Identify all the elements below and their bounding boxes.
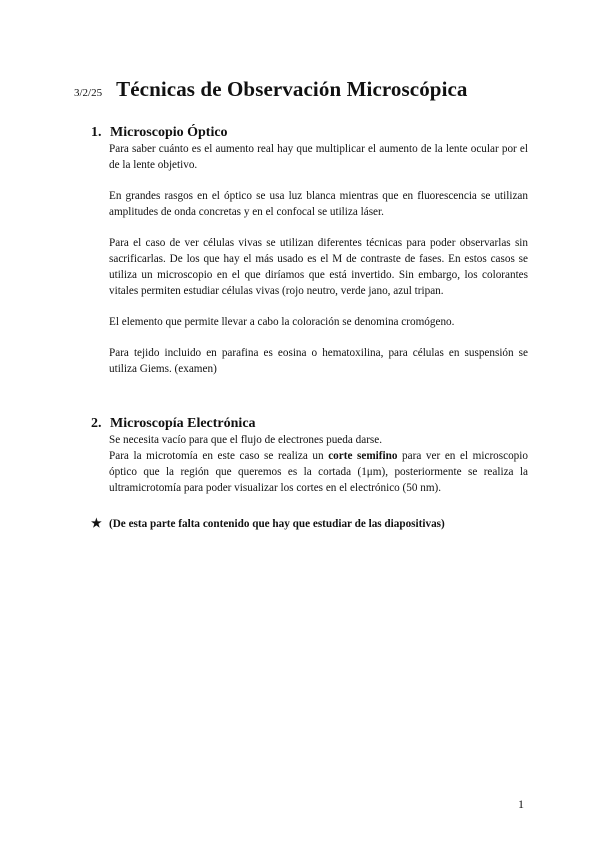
section-number: 2. xyxy=(91,416,102,431)
page-number: 1 xyxy=(518,797,524,811)
paragraph: Para el caso de ver células vivas se utilizan diferentes técnicas para poder observarlas sin sacrificarlas. De los que hay el más usado es el M de contraste de fases. En estos casos se utiliza un microscopio en el que diríamos que está invertido. Sin embargo, los colorantes vitales permiten estudiar células vivas (rojo neutro, verde jano, azul tripan. xyxy=(109,237,528,297)
section-title: Microscopio Óptico xyxy=(110,125,228,140)
paragraph: Para tejido incluido en parafina es eosina o hematoxilina, para células en suspensión se utiliza Giems. (examen) xyxy=(109,347,528,375)
paragraph: Para saber cuánto es el aumento real hay que multiplicar el aumento de la lente ocular por el de la lente objetivo. xyxy=(109,143,528,171)
section-heading xyxy=(91,125,528,141)
section-body xyxy=(91,432,528,496)
page-title: Técnicas de Observación Microscópica xyxy=(116,77,468,101)
paragraph: El elemento que permite llevar a cabo la coloración se denomina cromógeno. xyxy=(109,316,455,328)
date: 3/2/25 xyxy=(74,87,103,99)
text-run: Para la microtomía en este caso se realiza un xyxy=(109,450,329,462)
section-microscopio-optico xyxy=(91,125,528,392)
section-heading xyxy=(91,416,528,432)
page-header xyxy=(74,77,554,102)
text-run: para ver en el microscopio óptico que la región que queremos es la cortada (1μm), posteriormente se realiza la ultramicrotomía para poder visualizar los cortes en el electrónico (50 nm). xyxy=(109,450,528,494)
section-number: 1. xyxy=(91,125,102,140)
section-body xyxy=(91,141,528,377)
section-microscopia-electronica xyxy=(91,416,528,496)
note-text: (De esta parte falta contenido que hay que estudiar de las diapositivas) xyxy=(109,518,445,530)
study-note xyxy=(91,516,528,531)
paragraph: En grandes rasgos en el óptico se usa luz blanca mientras que en fluorescencia se utilizan amplitudes de onda concretas y en el confocal se utiliza láser. xyxy=(109,190,528,218)
paragraph xyxy=(109,448,528,496)
star-icon: ★ xyxy=(91,516,102,530)
paragraph: Se necesita vacío para que el flujo de electrones pueda darse. xyxy=(109,434,383,446)
section-title: Microscopía Electrónica xyxy=(110,416,256,431)
bold-term: corte semifino xyxy=(328,450,398,462)
